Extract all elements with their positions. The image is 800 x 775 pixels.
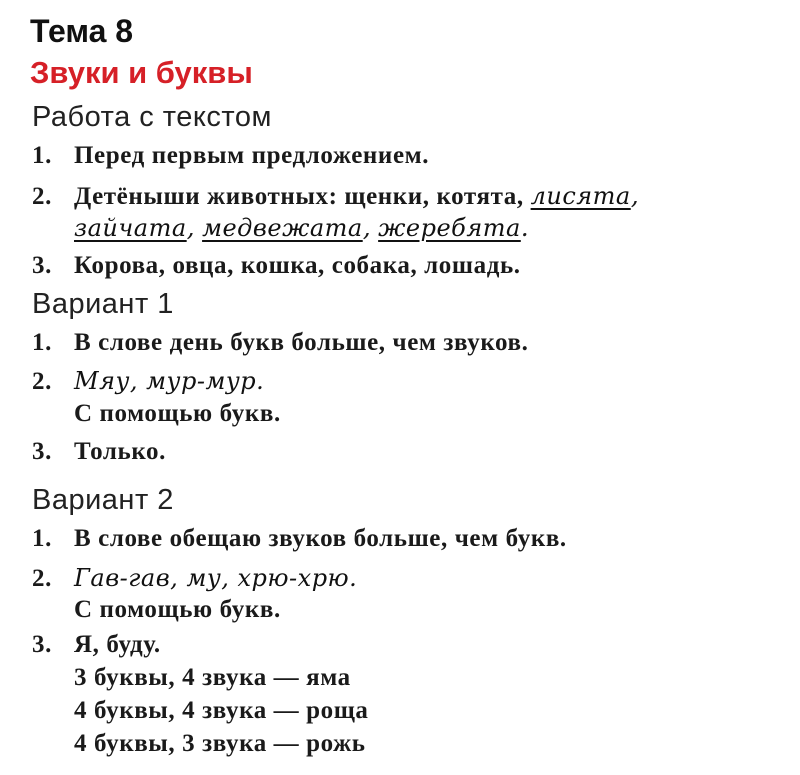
handwritten-answer: зайчата — [74, 214, 187, 242]
item-text: В слове — [74, 525, 170, 552]
handwritten-answer: медвежата — [202, 214, 363, 242]
section-heading-variant-1: Вариант 1 — [32, 288, 174, 320]
variant1-item-3 — [32, 436, 166, 468]
item-number: 3. — [32, 631, 52, 658]
highlighted-word: обещаю — [169, 525, 262, 552]
variant2-item-3-row-3: 4 буквы, 3 звука — рожь — [74, 730, 366, 757]
item-number: 3. — [32, 252, 52, 279]
item-number: 2. — [32, 368, 52, 395]
punctuation: , — [630, 181, 640, 210]
item-text: В слове — [74, 329, 170, 356]
item-text: Корова, овца, кошка, собака, лошадь. — [74, 252, 521, 279]
text-work-item-2 — [32, 180, 639, 213]
variant2-item-1 — [32, 523, 567, 555]
text-work-item-1 — [32, 140, 429, 172]
variant2-item-3 — [32, 629, 161, 661]
variant2-item-2 — [32, 562, 357, 595]
punctuation: . — [520, 213, 530, 242]
handwritten-answer: Гав-гав, му, хрю-хрю. — [74, 564, 358, 592]
section-heading-variant-2: Вариант 2 — [32, 484, 174, 516]
item-number: 1. — [32, 142, 52, 169]
handwritten-answer: лисята — [530, 182, 631, 210]
variant2-item-2-note: С помощью букв. — [74, 596, 281, 623]
handwritten-answer: Мяу, мур-мур. — [74, 367, 265, 395]
item-number: 1. — [32, 329, 52, 356]
item-number: 1. — [32, 525, 52, 552]
punctuation: , — [186, 213, 196, 242]
item-number: 3. — [32, 438, 52, 465]
item-text: Детёныши животных: щенки, котята, — [74, 183, 531, 210]
topic-subtitle: Звуки и буквы — [30, 55, 253, 90]
variant1-item-2 — [32, 365, 264, 398]
item-number: 2. — [32, 183, 52, 210]
item-text: Я, буду. — [74, 631, 161, 658]
variant1-item-1 — [32, 327, 528, 359]
item-text: звуков больше, чем букв. — [261, 525, 567, 552]
item-text: Только. — [74, 438, 166, 465]
item-number: 2. — [32, 565, 52, 592]
section-heading-text-work: Работа с текстом — [32, 101, 272, 133]
item-text: Перед первым предложением. — [74, 142, 430, 169]
highlighted-word: день — [169, 329, 224, 356]
punctuation: , — [362, 213, 372, 242]
variant2-item-3-row-1: 3 буквы, 4 звука — яма — [74, 664, 351, 691]
variant1-item-2-note: С помощью букв. — [74, 400, 281, 427]
handwritten-answer: жеребята — [378, 214, 521, 242]
topic-title: Тема 8 — [30, 13, 134, 49]
item-text: букв больше, чем звуков. — [223, 329, 529, 356]
text-work-item-3 — [32, 250, 521, 282]
text-work-item-2-continued — [74, 212, 529, 245]
variant2-item-3-row-2: 4 буквы, 4 звука — роща — [74, 697, 369, 724]
